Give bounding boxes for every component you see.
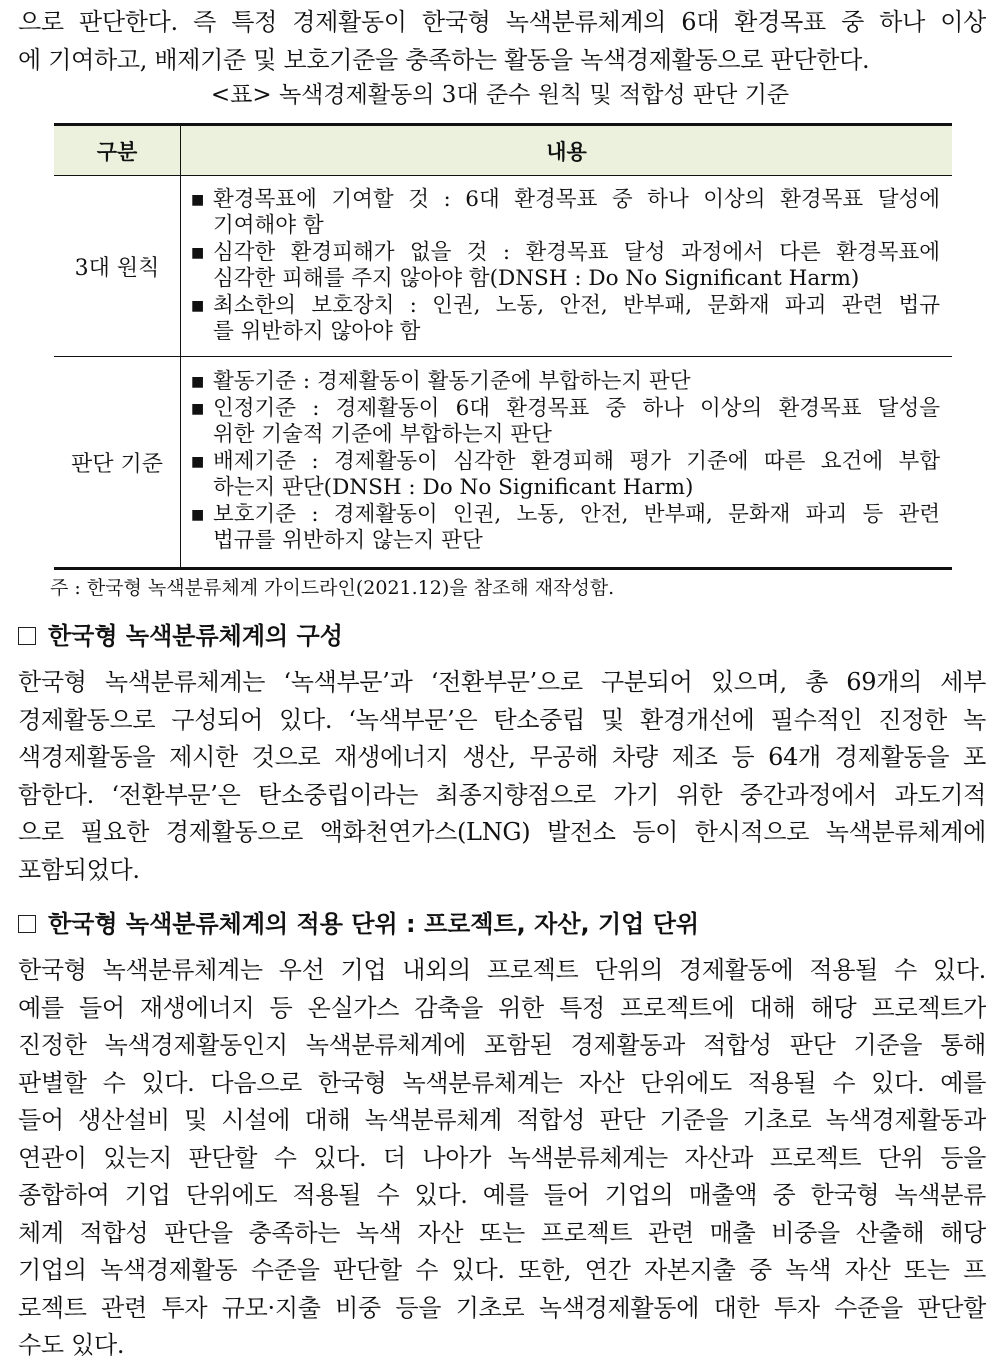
table-row-criteria bbox=[54, 357, 952, 569]
checkbox-square-icon bbox=[18, 915, 36, 933]
bullet-line: 기여해야 함 bbox=[213, 213, 324, 238]
header-category: 구분 bbox=[54, 125, 181, 176]
bullet-line: 법규를 위반하지 않는지 판단 bbox=[213, 528, 483, 554]
bullet-line: 위한 기술적 기준에 부합하는지 판단 bbox=[213, 422, 552, 448]
bullet-item bbox=[191, 449, 940, 502]
bullet-line: 심각한 피해를 주지 않아야 함(DNSH : Do No Significant Harm) bbox=[213, 266, 860, 291]
bullet-item bbox=[191, 396, 940, 449]
header-content: 내용 bbox=[181, 125, 953, 176]
row-content bbox=[181, 357, 953, 569]
table-header-row bbox=[54, 125, 952, 176]
section-heading-text: 한국형 녹색분류체계의 구성 bbox=[48, 622, 343, 650]
text-line: 로젝트 관련 투자 규모·지출 비중 등을 기초로 녹색경제활동에 대한 투자 수준을 판단할 bbox=[18, 1293, 986, 1322]
text-line: 진정한 녹색경제활동인지 녹색분류체계에 포함된 경제활동과 적합성 판단 기준을 통해 bbox=[18, 1031, 986, 1059]
bullet-line: 보호기준 : 경제활동이 인권, 노동, 안전, 반부패, 문화재 파괴 등 관련 bbox=[213, 501, 940, 527]
bullet-list bbox=[181, 369, 952, 555]
text-line: 체계 적합성 판단을 충족하는 녹색 자산 또는 프로젝트 관련 매출 비중을 산출해 해당 bbox=[18, 1218, 986, 1247]
row-label: 3대 원칙 bbox=[54, 176, 181, 357]
section-heading-application-unit bbox=[18, 906, 699, 942]
bullet-line: 를 위반하지 않아야 함 bbox=[213, 319, 421, 344]
bullet-item bbox=[191, 293, 940, 346]
square-bullet-icon: ■ bbox=[191, 297, 205, 314]
text-line: 예를 들어 재생에너지 등 온실가스 감축을 위한 특정 프로젝트에 대해 해당 프로젝트가 bbox=[18, 993, 986, 1022]
text-line: 연관이 있는지 판단할 수 있다. 더 나아가 녹색분류체계는 자산과 프로젝트 단위 등을 bbox=[18, 1143, 986, 1172]
section-heading-composition bbox=[18, 618, 343, 654]
table-caption: <표> 녹색경제활동의 3대 준수 원칙 및 적합성 판단 기준 bbox=[210, 82, 790, 108]
bullet-line: 최소한의 보호장치 : 인권, 노동, 안전, 반부패, 문화재 파괴 관련 법규 bbox=[213, 292, 940, 318]
square-bullet-icon: ■ bbox=[191, 506, 205, 523]
row-content bbox=[181, 176, 953, 357]
text-line: 종합하여 기업 단위에도 적용될 수 있다. 예를 들어 기업의 매출액 중 한국형 녹색분류 bbox=[18, 1181, 986, 1209]
square-bullet-icon: ■ bbox=[191, 244, 205, 261]
composition-paragraph bbox=[18, 664, 986, 889]
row-label: 판단 기준 bbox=[54, 357, 181, 569]
bullet-line: 심각한 환경피해가 없을 것 : 환경목표 달성 과정에서 다른 환경목표에 bbox=[213, 239, 940, 265]
text-line: 함한다. ‘전환부문’은 탄소중립이라는 최종지향점으로 가기 위한 중간과정에서 과도기적 bbox=[18, 780, 986, 809]
section-heading-text: 한국형 녹색분류체계의 적용 단위 : 프로젝트, 자산, 기업 단위 bbox=[48, 910, 700, 938]
text-line: 들어 생산설비 및 시설에 대해 녹색분류체계 적합성 판단 기준을 기초로 녹색경제활동과 bbox=[18, 1106, 986, 1134]
bullet-item bbox=[191, 369, 940, 396]
application-paragraph bbox=[18, 952, 986, 1365]
bullet-line: 인정기준 : 경제활동이 6대 환경목표 중 하나 이상의 환경목표 달성을 bbox=[213, 395, 940, 421]
table-note: 주 : 한국형 녹색분류체계 가이드라인(2021.12)을 참조해 재작성함. bbox=[50, 577, 615, 599]
text-line: 한국형 녹색분류체계는 우선 기업 내외의 프로젝트 단위의 경제활동에 적용될 수 있다. bbox=[18, 956, 986, 984]
square-bullet-icon: ■ bbox=[191, 374, 205, 391]
square-bullet-icon: ■ bbox=[191, 191, 205, 208]
text-line: 수도 있다. bbox=[18, 1331, 125, 1359]
text-line: 한국형 녹색분류체계는 ‘녹색부문’과 ‘전환부문’으로 구분되어 있으며, 총 69개의 세부 bbox=[18, 668, 986, 696]
square-bullet-icon: ■ bbox=[191, 453, 205, 470]
text-line: 판별할 수 있다. 다음으로 한국형 녹색분류체계는 자산 단위에도 적용될 수 있다. 예를 bbox=[18, 1068, 986, 1097]
bullet-line: 활동기준 : 경제활동이 활동기준에 부합하는지 판단 bbox=[213, 369, 691, 395]
checkbox-square-icon bbox=[18, 627, 36, 645]
text-line: 으로 판단한다. 즉 특정 경제활동이 한국형 녹색분류체계의 6대 환경목표 중 하나 이상 bbox=[18, 8, 986, 36]
text-line: 으로 필요한 경제활동으로 액화천연가스(LNG) 발전소 등이 한시적으로 녹색분류체계에 bbox=[18, 818, 986, 846]
criteria-table bbox=[54, 123, 952, 570]
bullet-item bbox=[191, 502, 940, 555]
table-row-principles bbox=[54, 176, 952, 357]
text-line: 기업의 녹색경제활동 수준을 판단할 수 있다. 또한, 연간 자본지출 중 녹색 자산 또는 프 bbox=[18, 1256, 986, 1284]
intro-paragraph bbox=[18, 4, 986, 79]
bullet-list bbox=[181, 187, 952, 346]
bullet-item bbox=[191, 240, 940, 293]
text-line: 에 기여하고, 배제기준 및 보호기준을 충족하는 활동을 녹색경제활동으로 판단한다. bbox=[18, 45, 870, 74]
bullet-line: 배제기준 : 경제활동이 심각한 환경피해 평가 기준에 따른 요건에 부합 bbox=[213, 448, 940, 474]
bullet-line: 환경목표에 기여할 것 : 6대 환경목표 중 하나 이상의 환경목표 달성에 bbox=[213, 186, 940, 212]
square-bullet-icon: ■ bbox=[191, 400, 205, 417]
text-line: 포함되었다. bbox=[18, 855, 140, 884]
text-line: 색경제활동을 제시한 것으로 재생에너지 생산, 무공해 차량 제조 등 64개 경제활동을 포 bbox=[18, 743, 986, 771]
text-line: 경제활동으로 구성되어 있다. ‘녹색부문’은 탄소중립 및 환경개선에 필수적인 진정한 녹 bbox=[18, 705, 986, 734]
bullet-line: 하는지 판단(DNSH : Do No Significant Harm) bbox=[213, 475, 694, 501]
bullet-item bbox=[191, 187, 940, 240]
